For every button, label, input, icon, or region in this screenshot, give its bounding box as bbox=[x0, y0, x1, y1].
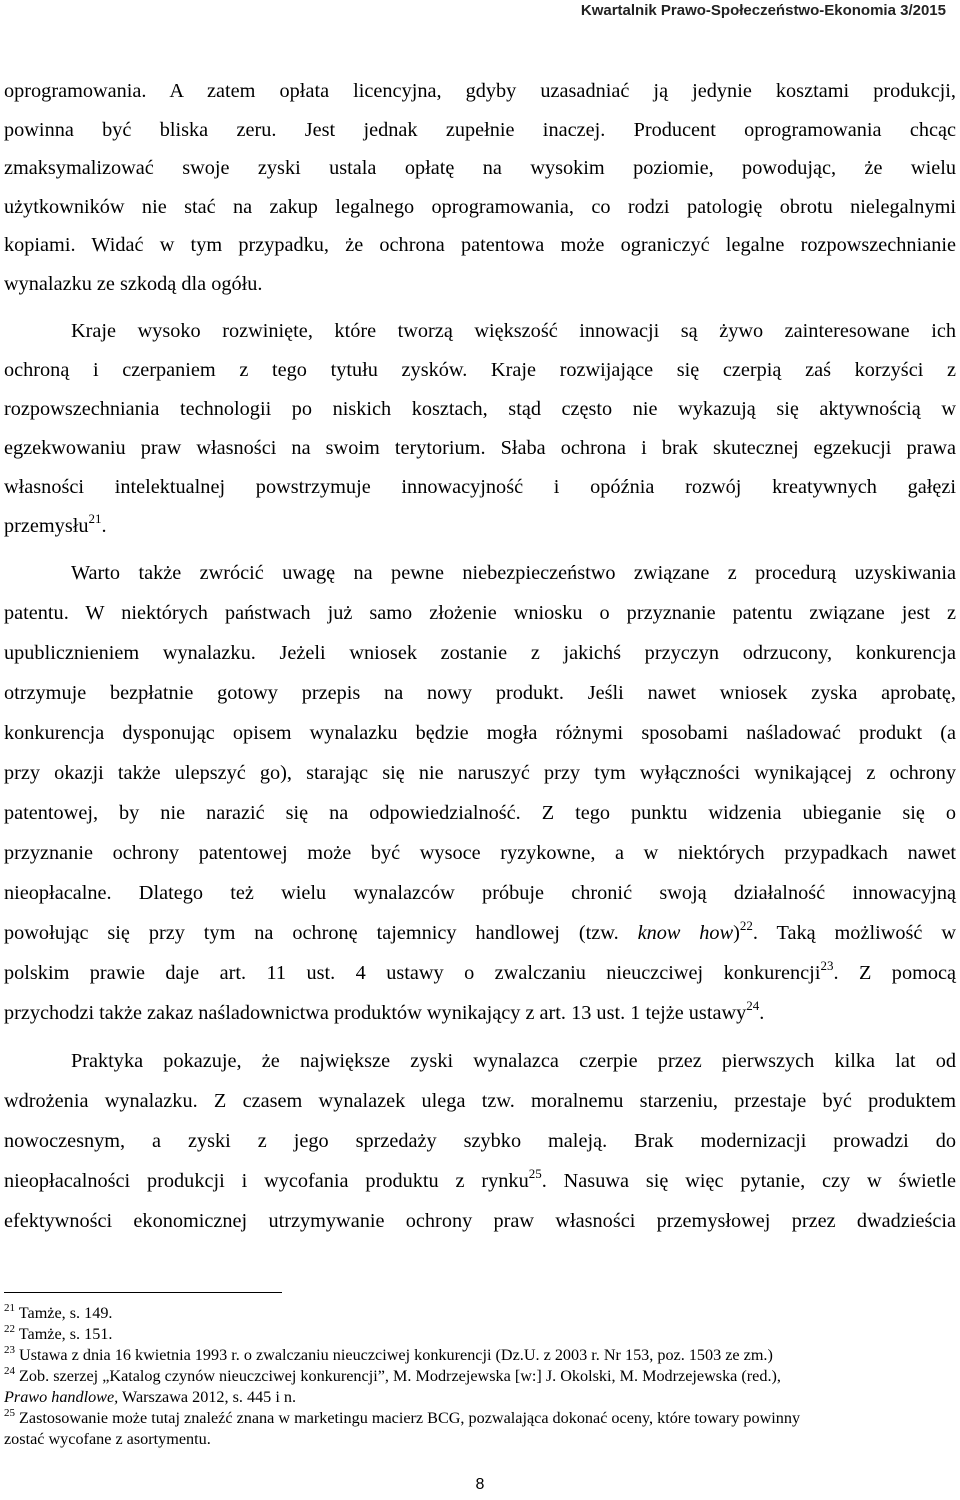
text-line: powołując się przy tym na ochronę tajemnicy handlowej (tzw. know how)$^{22}$. Taką możliwość w bbox=[4, 918, 956, 944]
text-line-part: polskim prawie daje art. 11 ust. 4 ustawy o zwalczaniu nieuczciwej konkurencji bbox=[4, 962, 821, 984]
text-line: przy okazji także ulepszyć go), starając się nie naruszyć przy tym wyłączności wynikającej z ochrony bbox=[4, 762, 956, 784]
footnote-number: 22 bbox=[4, 1323, 15, 1335]
footnote-separator bbox=[4, 1292, 282, 1293]
footnote-ref-22: 22 bbox=[739, 918, 753, 933]
footnote-text: Warszawa 2012, s. 445 i n. bbox=[121, 1388, 297, 1406]
text-line: upublicznieniem wynalazku. Jeżeli wniosek zostanie z jakichś przyczyn odrzucony, konkurencja bbox=[4, 642, 956, 664]
text-line: wdrożenia wynalazku. Z czasem wynalazek ulega tzw. moralnemu starzeniu, przestaje być produktem bbox=[4, 1090, 956, 1112]
footnote-text: Zob. szerzej „Katalog czynów nieuczciwej konkurencji”, M. Modrzejewska [w:] J. Okolski, M. Modrzejewska (red.), bbox=[19, 1367, 781, 1385]
footnote-text: Tamże, s. 149. bbox=[18, 1304, 113, 1322]
footnote-22 bbox=[4, 1324, 956, 1344]
footnote-25 bbox=[4, 1408, 956, 1428]
text-line: powinna być bliska zeru. Jest jednak zupełnie inaczej. Producent oprogramowania chcąc bbox=[4, 118, 956, 141]
text-line-part: przychodzi także zakaz naśladownictwa produktów wynikający z art. 13 ust. 1 tejże ustawy bbox=[4, 1002, 747, 1024]
text-line-part: Nasuwa się więc pytanie, czy w świetle bbox=[563, 1170, 956, 1192]
text-line: kopiami. Widać w tym przypadku, że ochrona patentowa może ograniczyć legalne rozpowszechnianie bbox=[4, 234, 956, 256]
text-line: zmaksymalizować swoje zyski ustala opłatę na wysokim poziomie, powodując, że wielu bbox=[4, 157, 956, 179]
footnote-text: Ustawa z dnia 16 kwietnia 1993 r. o zwalczaniu nieuczciwej konkurencji (Dz.U. z 2003 r. Nr 153, poz. 1503 ze zm.) bbox=[19, 1346, 773, 1364]
text-line: oprogramowania. A zatem opłata licencyjna, gdyby uzasadniać ją jedynie kosztami produkcji, bbox=[4, 80, 956, 102]
footnote-24 bbox=[4, 1366, 956, 1386]
footnote-ref-21: 21 bbox=[88, 511, 102, 526]
footnote-italic-title: Prawo handlowe, bbox=[4, 1388, 119, 1406]
text-line: wynalazku ze szkodą dla ogółu. bbox=[4, 272, 263, 295]
text-line-part: Taką możliwość w bbox=[776, 922, 956, 944]
text-line: ochroną i czerpaniem z tego tytułu zysków. Kraje rozwijające się czerpią zaś korzyści z bbox=[4, 359, 956, 381]
text-line: przychodzi także zakaz naśladownictwa produktów wynikający z art. 13 ust. 1 tejże ustawy$^{24}$. bbox=[4, 998, 765, 1024]
footnote-25-cont: zostać wycofane z asortymentu. bbox=[4, 1430, 211, 1448]
footnote-ref-24: 24 bbox=[746, 998, 760, 1013]
text-line: nieopłacalne. Dlatego też wielu wynalazców próbuje chronić swoją działalność innowacyjną bbox=[4, 882, 956, 904]
footnote-number: 25 bbox=[4, 1407, 15, 1419]
text-line: Praktyka pokazuje, że największe zyski wynalazca czerpie przez pierwszych kilka lat od bbox=[71, 1050, 956, 1072]
text-line-part: nieopłacalności produkcji i wycofania produktu z rynku bbox=[4, 1170, 529, 1192]
footnote-21 bbox=[4, 1303, 956, 1323]
text-line: Warto także zwrócić uwagę na pewne niebezpieczeństwo związane z procedurą uzyskiwania bbox=[71, 562, 956, 584]
text-line: konkurencja dysponując opisem wynalazku będzie mogła różnymi sposobami naśladować produkt (a bbox=[4, 722, 956, 744]
text-line: rozpowszechniania technologii po niskich kosztach, stąd często nie wykazują się aktywnością w bbox=[4, 398, 956, 420]
footnote-number: 24 bbox=[4, 1365, 15, 1377]
text-line: patentowej, by nie narazić się na odpowiedzialność. Z tego punktu widzenia ubieganie się o bbox=[4, 802, 956, 824]
text-line: egzekwowaniu praw własności na swoim terytorium. Słaba ochrona i brak skutecznej egzekucji prawa bbox=[4, 437, 956, 459]
text-line: własności intelektualnej powstrzymuje innowacyjność i opóźnia rozwój kreatywnych gałęzi bbox=[4, 476, 956, 498]
text-line: przemysłu$^{21}$. bbox=[4, 511, 107, 537]
footnote-ref-23: 23 bbox=[820, 958, 834, 973]
text-line: otrzymuje bezpłatnie gotowy przepis na nowy produkt. Jeśli nawet wniosek zyska aprobatę, bbox=[4, 682, 956, 704]
text-line: nieopłacalności produkcji i wycofania produktu z rynku$^{25}$. Nasuwa się więc pytanie, czy w świetle bbox=[4, 1166, 956, 1192]
text-line: Kraje wysoko rozwinięte, które tworzą większość innowacji są żywo zainteresowane ich bbox=[71, 320, 956, 342]
text-line: patentu. W niektórych państwach już samo złożenie wniosku o przyznanie patentu związane jest z bbox=[4, 602, 956, 624]
footnote-number: 23 bbox=[4, 1344, 15, 1356]
footnote-text: Tamże, s. 151. bbox=[18, 1325, 113, 1343]
footnote-text: Zastosowanie może tutaj znaleźć znana w marketingu macierz BCG, pozwalająca dokonać oceny, które towary powinny bbox=[19, 1409, 801, 1427]
italic-term: know how bbox=[637, 922, 734, 944]
footnote-ref-25: 25 bbox=[528, 1166, 542, 1181]
text-line: nowoczesnym, a zyski z jego sprzedaży szybko maleją. Brak modernizacji prowadzi do bbox=[4, 1130, 956, 1152]
text-line: polskim prawie daje art. 11 ust. 4 ustawy o zwalczaniu nieuczciwej konkurencji$^{23}$. Z pomocą bbox=[4, 958, 957, 984]
text-line-part: powołując się przy tym na ochronę tajemnicy handlowej (tzw. bbox=[4, 922, 619, 944]
text-line: przyznanie ochrony patentowej może być wysoce ryzykowne, a w niektórych przypadkach nawet bbox=[4, 842, 956, 864]
text-line: użytkowników nie stać na zakup legalnego oprogramowania, co rodzi patologię obrotu nielegalnymi bbox=[4, 195, 956, 218]
text-line: efektywności ekonomicznej utrzymywanie ochrony praw własności przemysłowej przez dwadzieścia bbox=[4, 1210, 956, 1232]
footnote-23 bbox=[4, 1345, 956, 1365]
footnote-number: 21 bbox=[4, 1302, 15, 1314]
text-line-part: Z pomocą bbox=[858, 962, 957, 984]
footnote-24-cont bbox=[4, 1387, 956, 1407]
text-line-part: przemysłu bbox=[4, 515, 89, 537]
running-header: Kwartalnik Prawo-Społeczeństwo-Ekonomia 3/2015 bbox=[580, 2, 946, 19]
page-number: 8 bbox=[475, 1476, 485, 1493]
